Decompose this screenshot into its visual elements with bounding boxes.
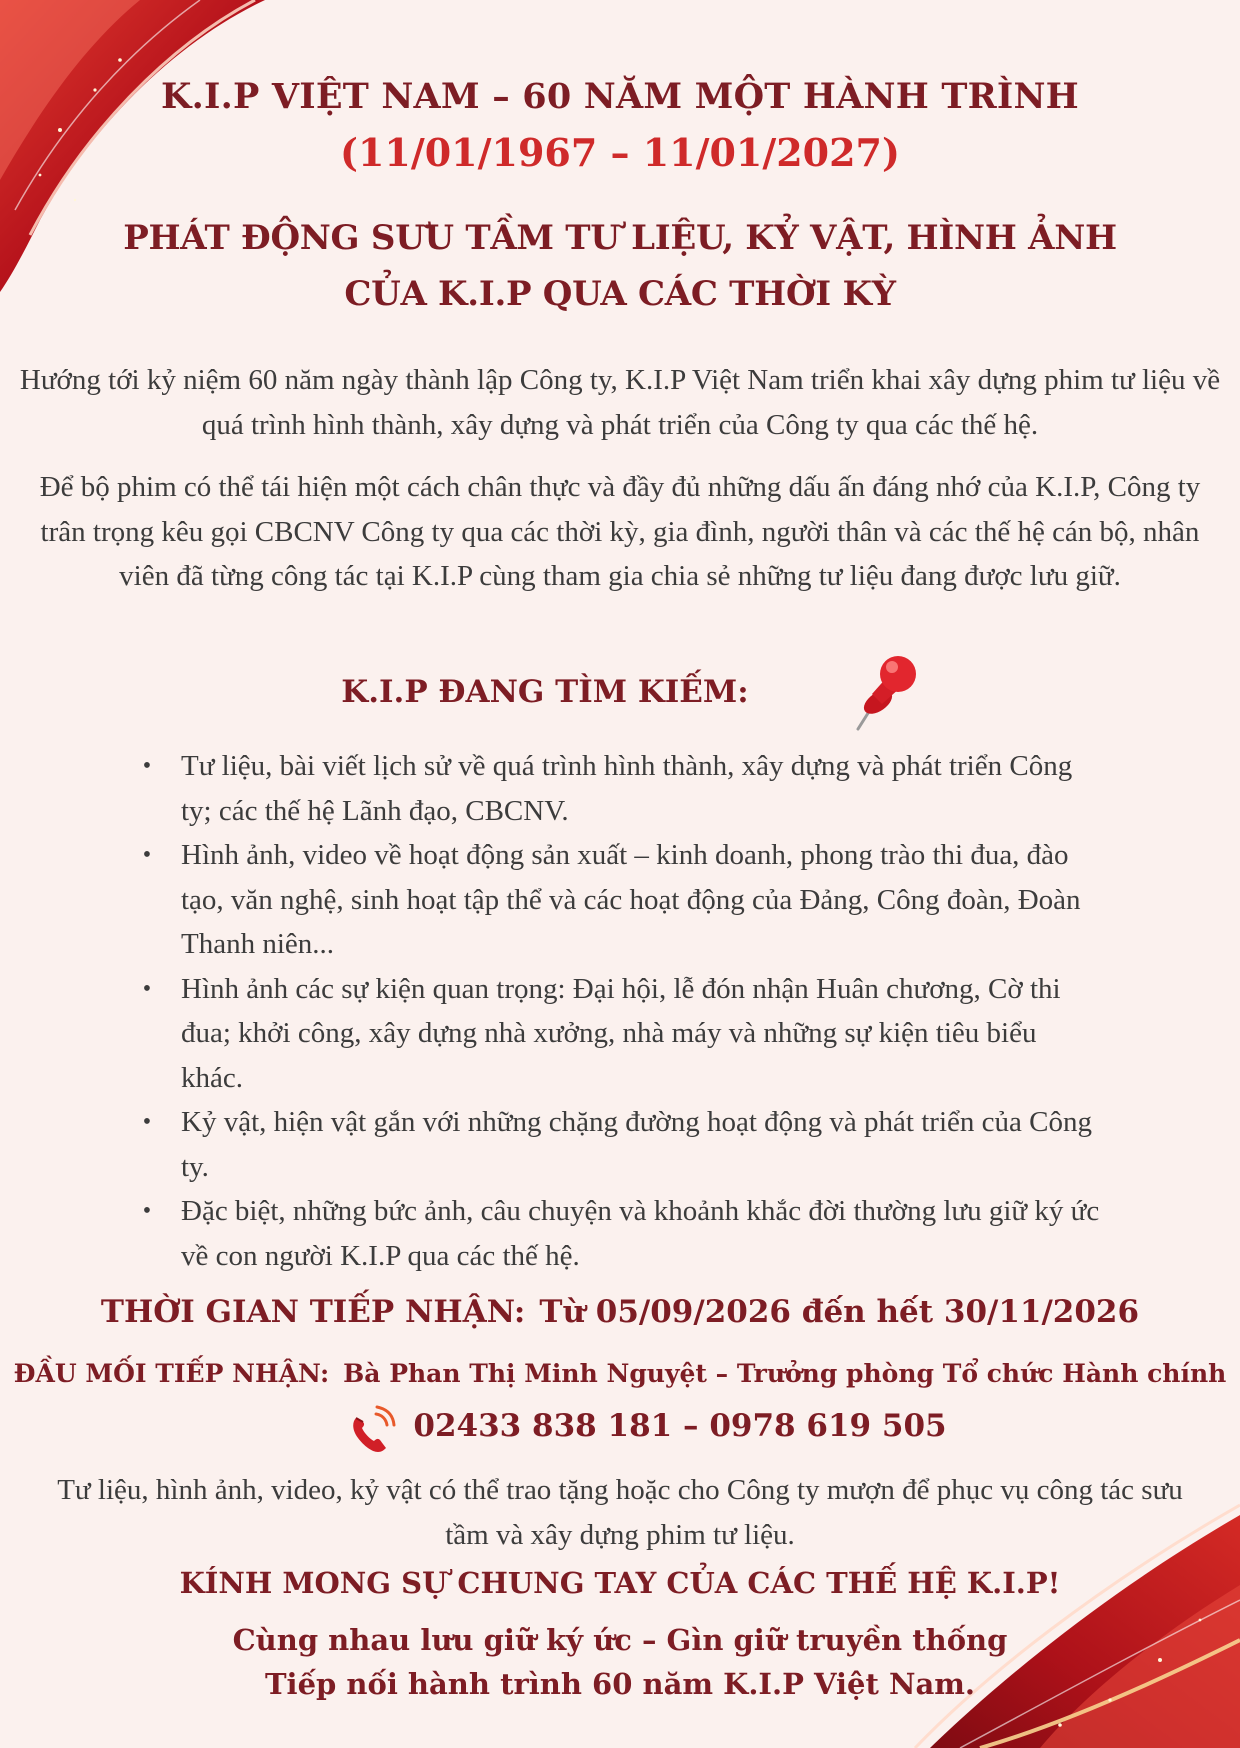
list-item-text: Kỷ vật, hiện vật gắn với những chặng đường hoạt động và phát triển của Công ty. bbox=[181, 1106, 1092, 1183]
main-title: K.I.P VIỆT NAM – 60 NĂM MỘT HÀNH TRÌNH bbox=[161, 76, 1079, 117]
closing-line1: Cùng nhau lưu giữ ký ức – Gìn giữ truyền thống bbox=[232, 1623, 1008, 1657]
reception-time bbox=[0, 1294, 1240, 1330]
list-item bbox=[140, 744, 1100, 833]
pushpin-icon bbox=[852, 650, 920, 732]
intro-paragraph-2: Để bộ phim có thể tái hiện một cách chân thực và đầy đủ những dấu ấn đáng nhớ của K.I.P, Công ty trân trọng kêu gọi CBCNV Công ty qua các thời kỳ, gia đình, người thân và các thế hệ cán bộ, nhân viên đã từng công tác tại K.I.P cùng tham gia chia sẻ những tư liệu đang được lưu giữ. bbox=[39, 471, 1201, 592]
intro-paragraph-1: Hướng tới kỷ niệm 60 năm ngày thành lập Công ty, K.I.P Việt Nam triển khai xây dựng phim tư liệu về quá trình hình thành, xây dựng và phát triển của Công ty qua các thế hệ. bbox=[19, 364, 1221, 441]
bullet: • bbox=[142, 753, 152, 779]
campaign-heading-line1: PHÁT ĐỘNG SƯU TẦM TƯ LIỆU, KỶ VẬT, HÌNH ẢNH bbox=[123, 218, 1117, 258]
appeal-line: KÍNH MONG SỰ CHUNG TAY CỦA CÁC THẾ HỆ K.I.P! bbox=[179, 1566, 1061, 1600]
reception-contact-label: ĐẦU MỐI TIẾP NHẬN: bbox=[13, 1359, 330, 1388]
anniversary-dates: (11/01/1967 – 11/01/2027) bbox=[340, 130, 900, 175]
phone-numbers: 02433 838 181 – 0978 619 505 bbox=[413, 1408, 947, 1444]
bullet: • bbox=[142, 975, 152, 1002]
search-items-list bbox=[140, 744, 1100, 1278]
bullet: • bbox=[142, 1109, 152, 1135]
closing-line2: Tiếp nối hành trình 60 năm K.I.P Việt Nam. bbox=[264, 1667, 976, 1701]
bullet: • bbox=[142, 842, 152, 868]
list-item bbox=[140, 967, 1100, 1101]
reception-time-label: THỜI GIAN TIẾP NHẬN: bbox=[100, 1294, 526, 1330]
list-item bbox=[140, 1100, 1100, 1189]
search-section-title: K.I.P ĐANG TÌM KIẾM: bbox=[341, 674, 749, 710]
list-item-text: Tư liệu, bài viết lịch sử về quá trình hình thành, xây dựng và phát triển Công ty; các thế hệ Lãnh đạo, CBCNV. bbox=[181, 750, 1073, 827]
campaign-heading-line2: CỦA K.I.P QUA CÁC THỜI KỲ bbox=[344, 274, 896, 314]
donation-note: Tư liệu, hình ảnh, video, kỷ vật có thể trao tặng hoặc cho Công ty mượn để phục vụ công tác sưu tầm và xây dựng phim tư liệu. bbox=[57, 1474, 1183, 1551]
bullet: • bbox=[142, 1198, 152, 1224]
list-item-text: Hình ảnh, video về hoạt động sản xuất – kinh doanh, phong trào thi đua, đào tạo, văn nghệ, sinh hoạt tập thể và các hoạt động của Đảng, Công đoàn, Đoàn Thanh niên... bbox=[181, 839, 1081, 960]
reception-contact bbox=[0, 1359, 1240, 1388]
reception-contact-value: Bà Phan Thị Minh Nguyệt – Trưởng phòng Tổ chức Hành chính bbox=[343, 1359, 1227, 1388]
reception-time-value: Từ 05/09/2026 đến hết 30/11/2026 bbox=[539, 1294, 1140, 1330]
list-item-text: Đặc biệt, những bức ảnh, câu chuyện và khoảnh khắc đời thường lưu giữ ký ức về con người K.I.P qua các thế hệ. bbox=[181, 1195, 1100, 1272]
list-item bbox=[140, 1189, 1100, 1278]
list-item-text: Hình ảnh các sự kiện quan trọng: Đại hội, lễ đón nhận Huân chương, Cờ thi đua; khởi công, xây dựng nhà xưởng, nhà máy và những sự kiện tiêu biểu khác. bbox=[181, 972, 1061, 1094]
list-item bbox=[140, 833, 1100, 967]
